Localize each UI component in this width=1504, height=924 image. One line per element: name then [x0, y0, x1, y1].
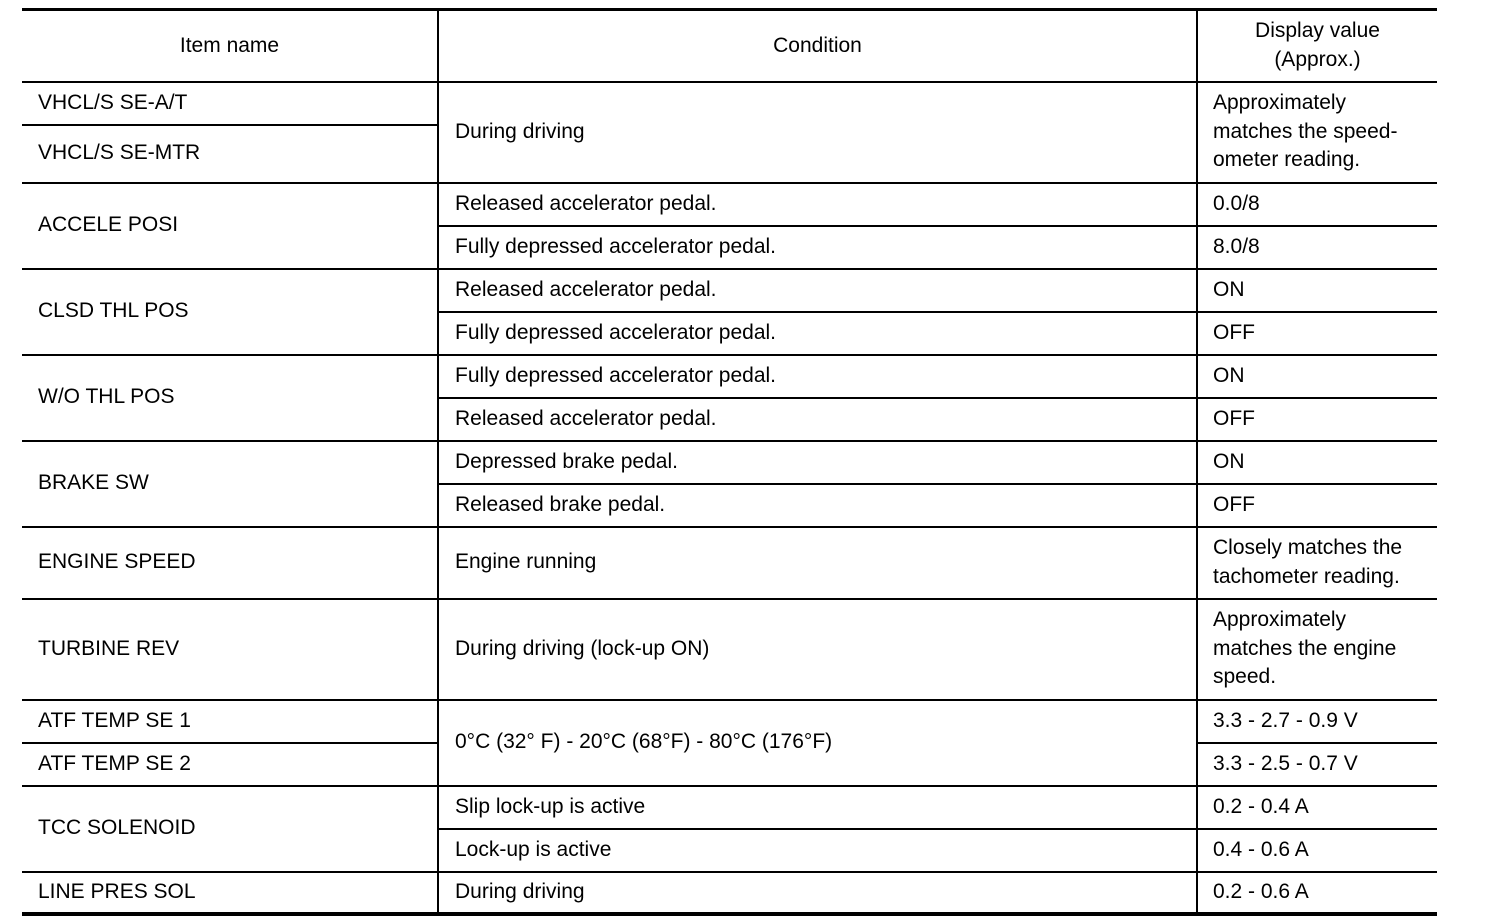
- item-atf-temp-2: ATF TEMP SE 2: [22, 743, 438, 786]
- item-brake-sw: BRAKE SW: [22, 441, 438, 527]
- value-line-pres-sol: 0.2 - 0.6 A: [1197, 872, 1437, 914]
- condition-tcc-2: Lock-up is active: [438, 829, 1197, 872]
- item-turbine-rev: TURBINE REV: [22, 599, 438, 700]
- item-wo-thl-pos: W/O THL POS: [22, 355, 438, 441]
- item-tcc-solenoid: TCC SOLENOID: [22, 786, 438, 872]
- condition-brake-1: Depressed brake pedal.: [438, 441, 1197, 484]
- table-row: [22, 527, 1437, 599]
- value-turbine-rev: Approximately matches the engine speed.: [1197, 599, 1437, 700]
- table-row: [22, 786, 1437, 829]
- value-clsd-2: OFF: [1197, 312, 1437, 355]
- condition-line-pres-sol: During driving: [438, 872, 1197, 914]
- value-engine-speed: Closely matches the tachometer reading.: [1197, 527, 1437, 599]
- condition-wo-2: Released accelerator pedal.: [438, 398, 1197, 441]
- table-row: [22, 183, 1437, 226]
- condition-clsd-1: Released accelerator pedal.: [438, 269, 1197, 312]
- condition-clsd-2: Fully depressed accelerator pedal.: [438, 312, 1197, 355]
- table-row: [22, 82, 1437, 125]
- item-accele-posi: ACCELE POSI: [22, 183, 438, 269]
- item-line-pres-sol: LINE PRES SOL: [22, 872, 438, 914]
- value-clsd-1: ON: [1197, 269, 1437, 312]
- header-display-value: Display value (Approx.): [1197, 10, 1437, 82]
- table-row: [22, 700, 1437, 743]
- item-clsd-thl-pos: CLSD THL POS: [22, 269, 438, 355]
- header-row: [22, 10, 1437, 82]
- table-row: [22, 355, 1437, 398]
- value-accele-2: 8.0/8: [1197, 226, 1437, 269]
- value-atf-temp-2: 3.3 - 2.5 - 0.7 V: [1197, 743, 1437, 786]
- condition-vhcl: During driving: [438, 82, 1197, 183]
- condition-turbine-rev: During driving (lock-up ON): [438, 599, 1197, 700]
- value-atf-temp-1: 3.3 - 2.7 - 0.9 V: [1197, 700, 1437, 743]
- value-wo-2: OFF: [1197, 398, 1437, 441]
- item-vhcl-at: VHCL/S SE-A/T: [38, 90, 188, 114]
- condition-atf-temp: 0°C (32° F) - 20°C (68°F) - 80°C (176°F): [438, 700, 1197, 786]
- item-engine-speed: ENGINE SPEED: [22, 527, 438, 599]
- table-row: [22, 599, 1437, 700]
- spec-table: [22, 8, 1437, 916]
- header-item-name: Item name: [22, 10, 438, 82]
- table-row: [22, 441, 1437, 484]
- value-brake-1: ON: [1197, 441, 1437, 484]
- condition-wo-1: Fully depressed accelerator pedal.: [438, 355, 1197, 398]
- value-tcc-1: 0.2 - 0.4 A: [1197, 786, 1437, 829]
- header-condition: Condition: [438, 10, 1197, 82]
- value-vhcl: Approximately matches the speed- ometer reading.: [1197, 82, 1437, 183]
- condition-brake-2: Released brake pedal.: [438, 484, 1197, 527]
- item-vhcl-mtr: VHCL/S SE-MTR: [22, 125, 438, 183]
- value-brake-2: OFF: [1197, 484, 1437, 527]
- table-row: [22, 269, 1437, 312]
- condition-accele-2: Fully depressed accelerator pedal.: [438, 226, 1197, 269]
- condition-tcc-1: Slip lock-up is active: [438, 786, 1197, 829]
- condition-accele-1: Released accelerator pedal.: [438, 183, 1197, 226]
- item-atf-temp-1: ATF TEMP SE 1: [22, 700, 438, 743]
- value-tcc-2: 0.4 - 0.6 A: [1197, 829, 1437, 872]
- condition-engine-speed: Engine running: [438, 527, 1197, 599]
- value-accele-1: 0.0/8: [1197, 183, 1437, 226]
- value-wo-1: ON: [1197, 355, 1437, 398]
- table-row: [22, 872, 1437, 914]
